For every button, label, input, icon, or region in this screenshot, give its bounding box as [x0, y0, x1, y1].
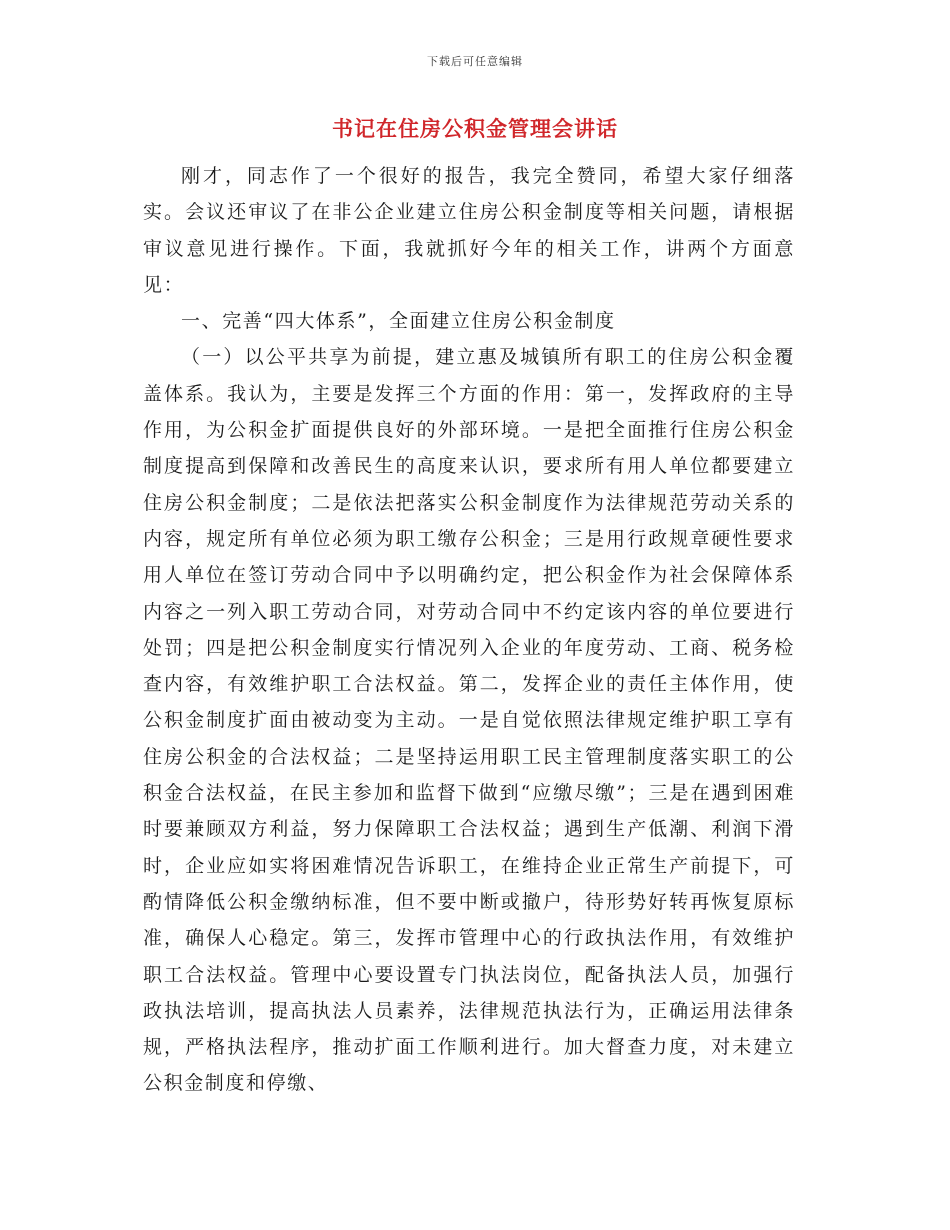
- paragraph-intro: 刚才，同志作了一个很好的报告，我完全赞同，希望大家仔细落实。会议还审议了在非公企业建立住房公积金制度等相关问题，请根据审议意见进行操作。下面，我就抓好今年的相关工作，讲两个方面意见：: [143, 165, 795, 296]
- paragraph-subsection-1: （一）以公平共享为前提，建立惠及城镇所有职工的住房公积金覆盖体系。我认为，主要是发挥三个方面的作用：第一，发挥政府的主导作用，为公积金扩面提供良好的外部环境。一是把全面推行住房公积金制度提高到保障和改善民生的高度来认识，要求所有用人单位都要建立住房公积金制度；二是依法把落实公积金制度作为法律规范劳动关系的内容，规定所有单位必须为职工缴存公积金；三是用行政规章硬性要求用人单位在签订劳动合同中予以明确约定，把公积金作为社会保障体系内容之一列入职工劳动合同，对劳动合同中不约定该内容的单位要进行处罚；四是把公积金制度实行情况列入企业的年度劳动、工商、税务检查内容，有效维护职工合法权益。第二，发挥企业的责任主体作用，使公积金制度扩面由被动变为主动。一是自觉依照法律规定维护职工享有住房公积金的合法权益；二是坚持运用职工民主管理制度落实职工的公积金合法权益，在民主参加和监督下做到“应缴尽缴”；三是在遇到困难时要兼顾双方利益，努力保障职工合法权益；遇到生产低潮、利润下滑时，企业应如实将困难情况告诉职工，在维持企业正常生产前提下，可酌情降低公积金缴纳标准，但不要中断或撤户，待形势好转再恢复原标准，确保人心稳定。第三，发挥市管理中心的行政执法作用，有效维护职工合法权益。管理中心要设置专门执法岗位，配备执法人员，加强行政执法培训，提高执法人员素养，法律规范执法行为，正确运用法律条规，严格执法程序，推动扩面工作顺利进行。加大督查力度，对未建立公积金制度和停缴、: [143, 346, 795, 1095]
- document-body: [143, 158, 795, 1102]
- section-heading: 一、完善“四大体系”，全面建立住房公积金制度: [181, 310, 616, 333]
- document-title: 书记在住房公积金管理会讲话: [332, 116, 618, 141]
- header-note: 下载后可任意编辑: [427, 55, 523, 68]
